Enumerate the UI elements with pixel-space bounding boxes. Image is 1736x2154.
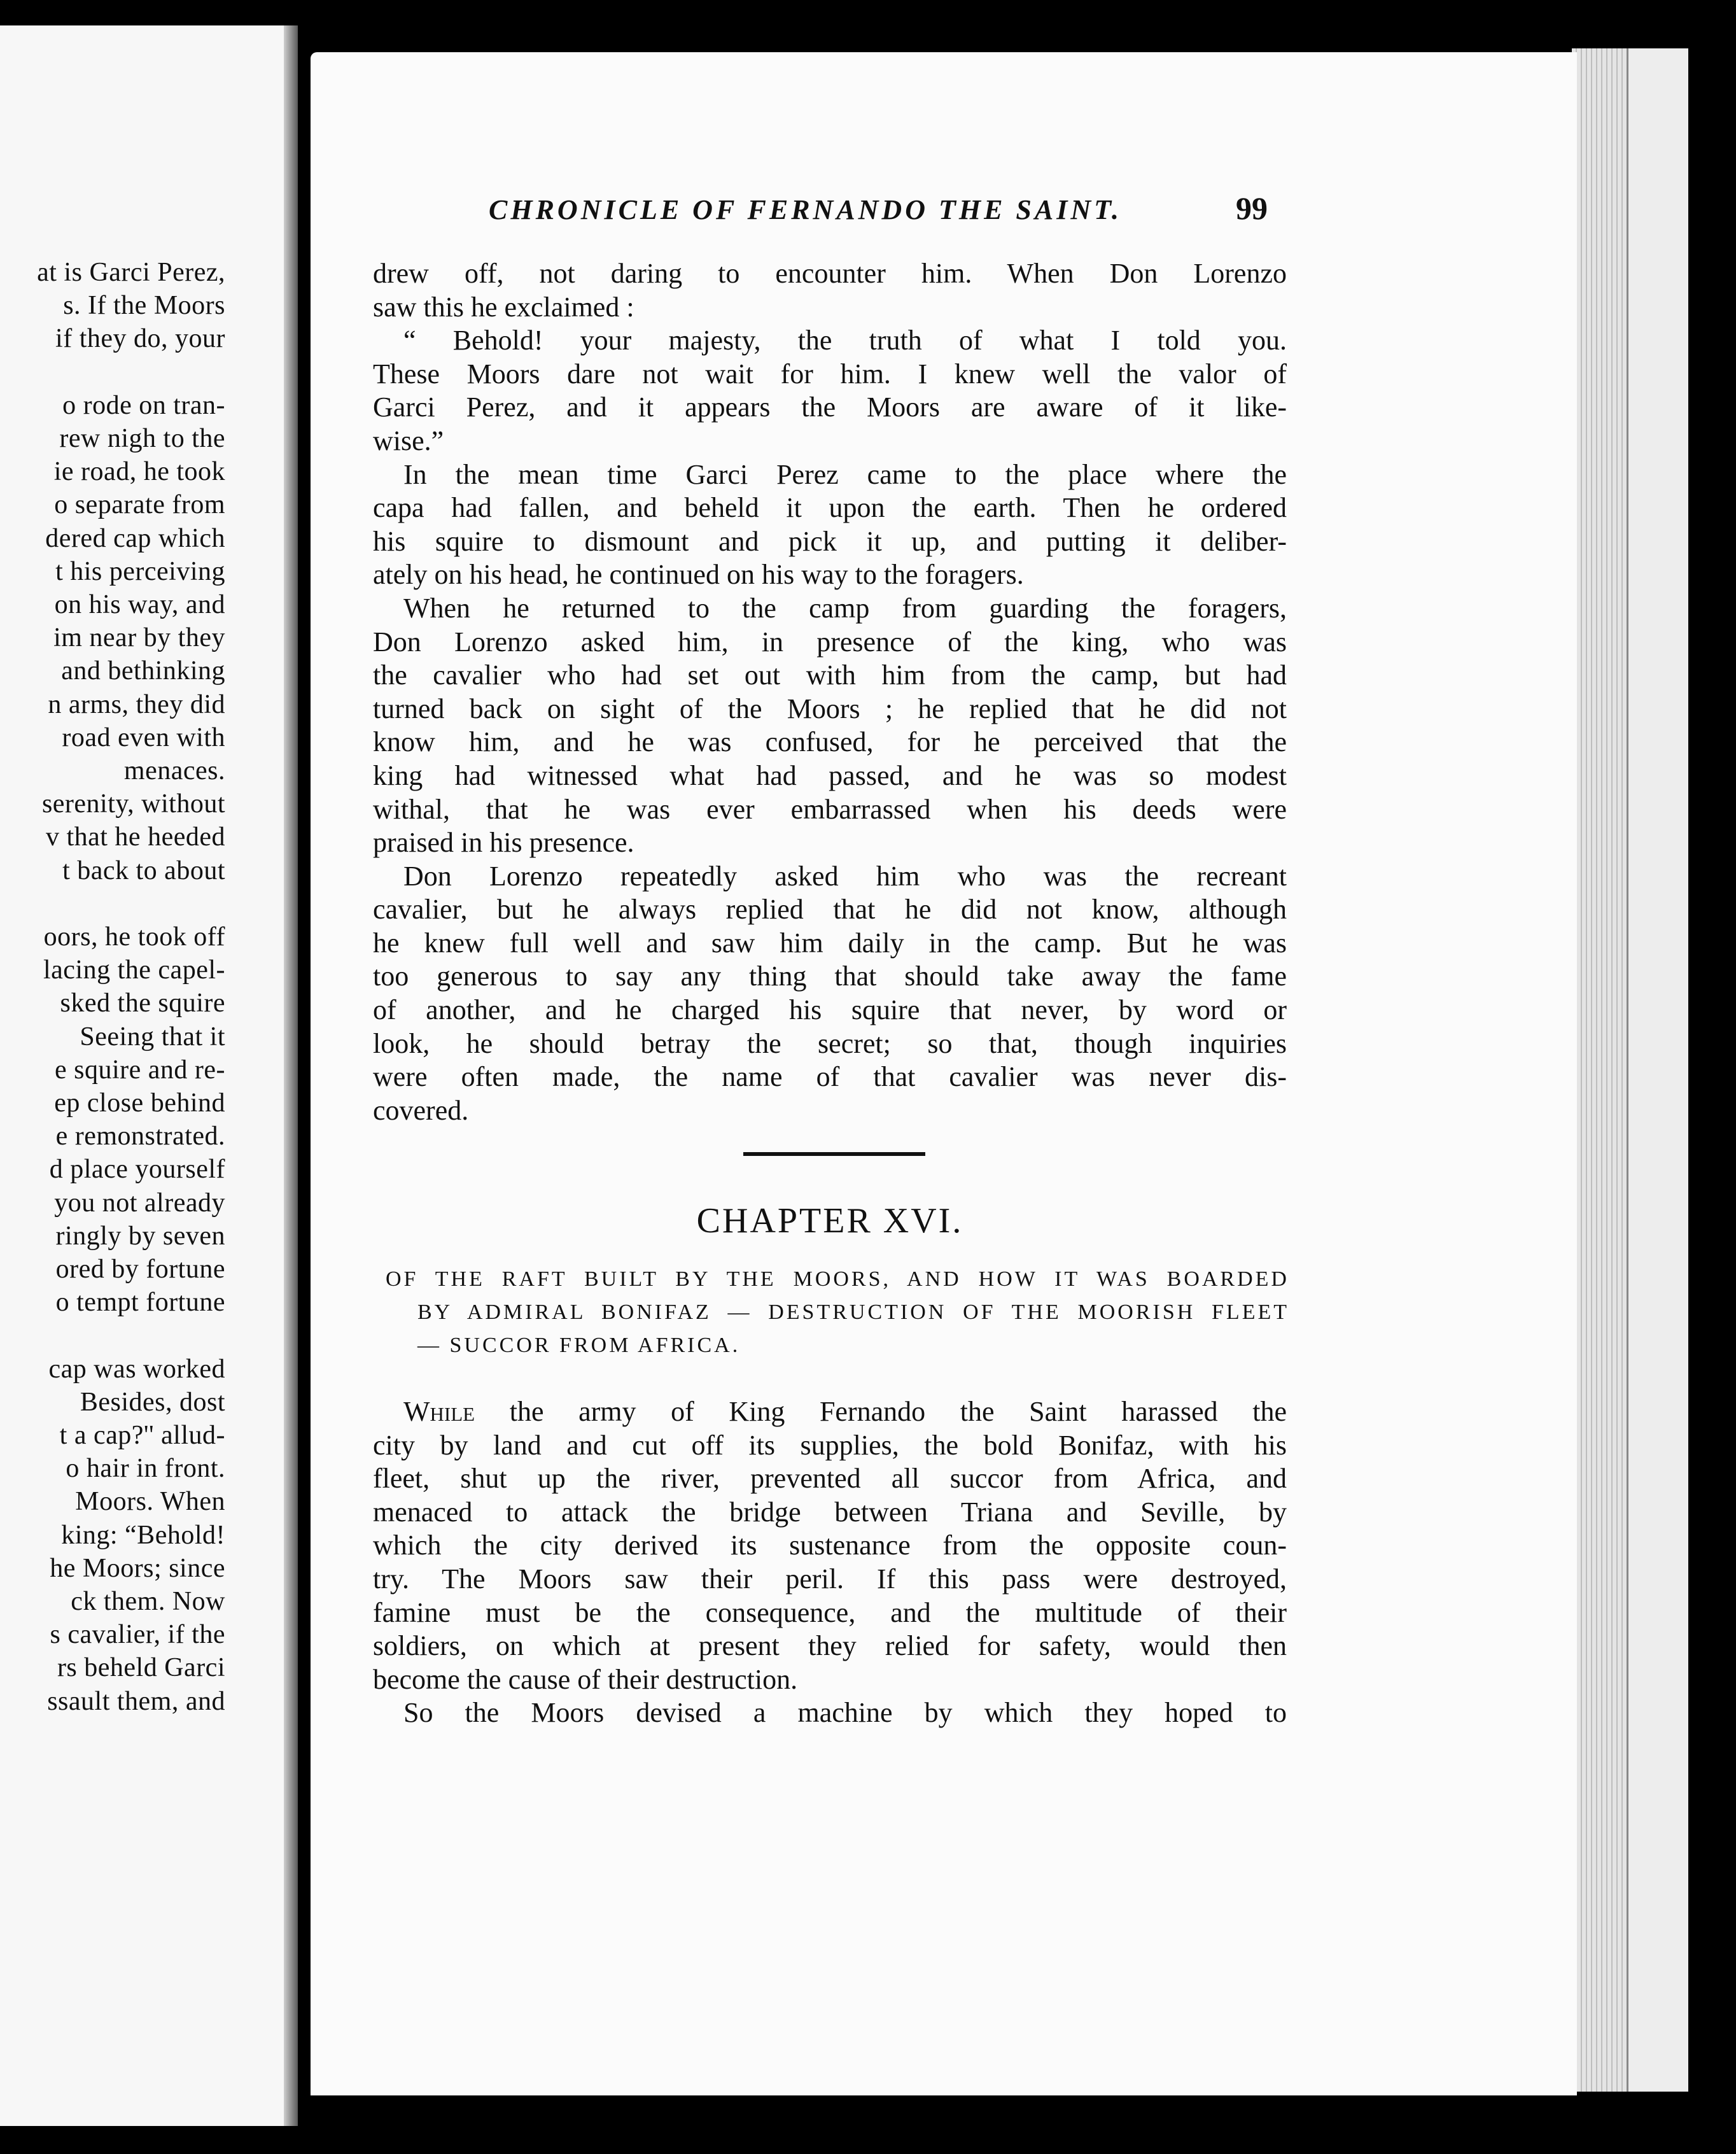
book-gutter: [284, 25, 298, 2126]
left-page-line: serenity, without: [41, 789, 225, 819]
left-page-line: ored by fortune: [55, 1255, 225, 1284]
body-text-bottom: [373, 1395, 1287, 1730]
left-page-line: dered cap which: [45, 523, 225, 553]
text-line: saw this he exclaimed :: [373, 291, 634, 323]
text-line: Don Lorenzo repeatedly asked him who was the recreant: [403, 860, 1287, 892]
text-line: menaced to attack the bridge between Triana and Seville, by: [373, 1496, 1287, 1528]
left-page-line: rew nigh to the: [59, 424, 225, 453]
body-text-top: [373, 257, 1287, 1127]
text-line: These Moors dare not wait for him. I knew well the valor of: [373, 358, 1287, 390]
text-line: turned back on sight of the Moors ; he replied that he did not: [373, 693, 1287, 724]
text-line: city by land and cut off its supplies, the bold Bonifaz, with his: [373, 1429, 1287, 1461]
left-page-line: menaces.: [123, 756, 225, 785]
left-page-line: v that he heeded: [45, 822, 225, 852]
text-line: withal, that he was ever embarrassed when his deeds were: [373, 793, 1287, 825]
left-page-line: Moors. When: [75, 1487, 225, 1517]
text-line: So the Moors devised a machine by which they hoped to: [403, 1697, 1287, 1729]
left-page-line: at is Garci Perez,: [37, 258, 225, 287]
text-line: In the mean time Garci Perez came to the place where the: [403, 458, 1287, 490]
left-page-line: o rode on tran-: [62, 390, 225, 420]
text-line: praised in his presence.: [373, 827, 634, 859]
text-line: the cavalier who had set out with him from the camp, but had: [373, 659, 1287, 691]
text-line: covered.: [373, 1094, 469, 1126]
left-page-line: o separate from: [54, 490, 225, 520]
left-page-line: t his perceiving: [55, 556, 225, 586]
text-line: were often made, the name of that cavalier was never dis-: [373, 1061, 1287, 1093]
text-line: become the cause of their destruction.: [373, 1663, 798, 1695]
text-line: famine must be the consequence, and the multitude of their: [373, 1596, 1287, 1628]
paragraph-first-line: [373, 1395, 1287, 1429]
left-page-line: ringly by seven: [55, 1221, 225, 1251]
left-page-line: o hair in front.: [66, 1454, 225, 1484]
left-page-line: if they do, your: [55, 324, 225, 354]
text-line: which the city derived its sustenance from the opposite coun-: [373, 1530, 1287, 1561]
text-line: king had witnessed what had passed, and he was so modest: [373, 759, 1287, 791]
text-line: drew off, not daring to encounter him. When Don Lorenzo: [373, 258, 1287, 289]
left-page-line: e squire and re-: [54, 1055, 225, 1085]
text-line: capa had fallen, and beheld it upon the earth. Then he ordered: [373, 492, 1287, 524]
left-page-line: cap was worked: [48, 1354, 225, 1384]
left-page-line: he Moors; since: [50, 1553, 225, 1583]
left-page-line: s cavalier, if the: [50, 1620, 225, 1650]
left-page-line: im near by they: [53, 623, 225, 653]
page-number: 99: [1236, 190, 1268, 226]
text-line: fleet, shut up the river, prevented all succor from Africa, and: [373, 1463, 1287, 1495]
text-line: he knew full well and saw him daily in the camp. But he was: [373, 927, 1287, 959]
text-line: his squire to dismount and pick it up, and putting it deliber-: [373, 525, 1287, 557]
left-page-line: ep close behind: [54, 1088, 225, 1118]
text-line: When he returned to the camp from guarding the foragers,: [403, 592, 1287, 624]
left-page-line: king: “Behold!: [61, 1520, 225, 1550]
left-page-line: t back to about: [62, 855, 225, 885]
text-line: ately on his head, he continued on his way to the foragers.: [373, 559, 1024, 591]
chapter-summary-line: — SUCCOR FROM AFRICA.: [417, 1334, 741, 1357]
left-page-line: on his way, and: [54, 590, 225, 619]
text-line: of another, and he charged his squire that never, by word or: [373, 994, 1287, 1026]
text-line: Garci Perez, and it appears the Moors are aware of it like-: [373, 391, 1287, 423]
left-page-line: d place yourself: [49, 1155, 225, 1185]
drop-word: While: [403, 1396, 475, 1427]
chapter-heading: CHAPTER XVI.: [696, 1201, 963, 1241]
chapter-summary-line: BY ADMIRAL BONIFAZ — DESTRUCTION OF THE MOORISH FLEET: [417, 1300, 1289, 1324]
left-page-line: you not already: [54, 1188, 225, 1218]
first-line-rest: the army of King Fernando the Saint harassed the: [475, 1396, 1287, 1427]
left-page-line: s. If the Moors: [63, 291, 225, 321]
text-line: “ Behold! your majesty, the truth of what I told you.: [403, 325, 1287, 356]
text-line: soldiers, on which at present they relied for safety, would then: [373, 1630, 1287, 1662]
text-line: know him, and he was confused, for he perceived that the: [373, 726, 1287, 758]
text-line: look, he should betray the secret; so that, though inquiries: [373, 1027, 1287, 1059]
text-line: Don Lorenzo asked him, in presence of the king, who was: [373, 626, 1287, 658]
text-line: cavalier, but he always replied that he did not know, although: [373, 894, 1287, 926]
left-page: [0, 25, 298, 2126]
left-page-line: road even with: [62, 722, 225, 752]
running-title: CHRONICLE OF FERNANDO THE SAINT.: [489, 194, 1122, 225]
page-edge-stack: [1572, 48, 1686, 2092]
left-page-line: ie road, he took: [53, 457, 225, 487]
section-rule: [743, 1152, 925, 1156]
left-page-line: Besides, dost: [80, 1387, 225, 1417]
left-page-line: sked the squire: [60, 989, 225, 1018]
left-page-line: lacing the capel-: [43, 955, 225, 985]
left-page-line: Seeing that it: [80, 1022, 225, 1052]
left-page-line: and bethinking: [61, 656, 225, 686]
left-page-line: ssault them, and: [47, 1686, 225, 1716]
text-line: wise.”: [373, 425, 444, 456]
left-page-line: t a cap?'' allud-: [59, 1421, 225, 1450]
left-page-line: ck them. Now: [71, 1587, 225, 1616]
left-page-line: o tempt fortune: [55, 1288, 225, 1318]
text-line: try. The Moors saw their peril. If this pass were destroyed,: [373, 1563, 1287, 1594]
chapter-summary-line: OF THE RAFT BUILT BY THE MOORS, AND HOW IT WAS BOARDED: [386, 1267, 1289, 1291]
left-page-line: n arms, they did: [48, 689, 225, 719]
text-line: too generous to say any thing that should take away the fame: [373, 961, 1287, 992]
left-page-line: oors, he took off: [43, 922, 225, 952]
left-page-line: rs beheld Garci: [57, 1653, 225, 1683]
left-page-line: e remonstrated.: [55, 1122, 225, 1151]
